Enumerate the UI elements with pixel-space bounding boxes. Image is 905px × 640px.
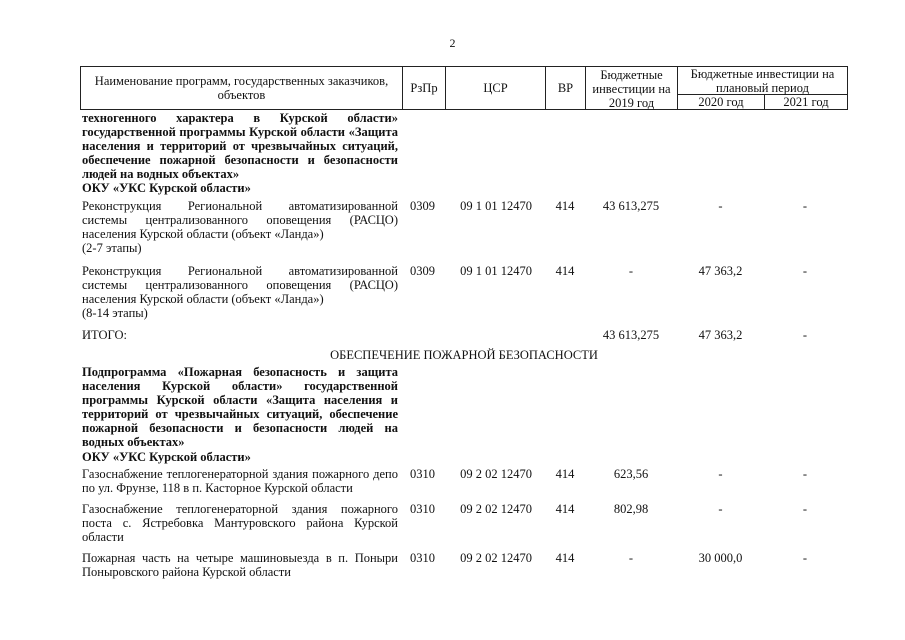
header-investments-2019: Бюджетные инвестиции на 2019 год [586,67,678,109]
page-number: 2 [449,36,456,50]
cell-rzpr: 0310 [410,551,435,565]
object-name-text: Реконструкция Региональной автоматизированной системы централизованного оповещения (РАСЦО) населения Курской области (объект «Ланда») [82,199,398,241]
table-header [80,66,848,110]
cell-investments-2019: - [628,264,634,278]
cell-vr: 414 [555,502,575,516]
cell-vr: 414 [555,264,575,278]
object-stages: (8-14 этапы) [82,306,148,320]
header-rzpr: РзПр [403,67,446,109]
cell-2020: - [718,502,723,516]
header-year-2021: 2021 год [783,95,829,109]
header-vr: ВР [546,67,586,109]
cell-vr: 414 [555,199,575,213]
object-name-text: Реконструкция Региональной автоматизированной системы централизованного оповещения (РАСЦО) населения Курской области (объект «Ланда») [82,264,398,306]
cell-2021: - [802,467,808,481]
cell-investments-2019: 43 613,275 [602,199,660,213]
cell-csr: 09 1 01 12470 [460,264,532,278]
cell-2021: - [802,502,808,516]
cell-2020: 30 000,0 [698,551,743,565]
cell-2020: 47 363,2 [698,264,743,278]
cell-rzpr: 0309 [410,199,435,213]
cell-csr: 09 1 01 12470 [460,199,532,213]
object-name [82,264,398,320]
cell-csr: 09 2 02 12470 [460,502,532,516]
cell-2020: - [718,199,723,213]
object-name: Пожарная часть на четыре машиновыезда в п. Поныри Поныровского района Курской области [82,551,398,579]
subprogram-title: Подпрограмма «Пожарная безопасность и защита населения Курской области» государственной программы Курской области «Защита населения и территорий от чрезвычайных ситуаций, обеспечение пожарной безопасности и безопасности людей на водных объектах» [82,365,398,449]
total-2020: 47 363,2 [698,328,743,342]
header-planned-period: Бюджетные инвестиции на плановый период [678,67,847,95]
object-name [82,199,398,255]
cell-2021: - [802,199,808,213]
cell-2020: - [718,467,723,481]
cell-investments-2019: 802,98 [613,502,649,516]
cell-2021: - [802,264,808,278]
section-title: ОБЕСПЕЧЕНИЕ ПОЖАРНОЙ БЕЗОПАСНОСТИ [330,348,598,362]
header-name: Наименование программ, государственных заказчиков, объектов [81,67,403,109]
cell-rzpr: 0309 [410,264,435,278]
object-name: Газоснабжение теплогенераторной здания пожарного депо по ул. Фрунзе, 118 в п. Касторное Курской области [82,467,398,495]
program-title: техногенного характера в Курской области» государственной программы Курской области «Защита населения и территорий от чрезвычайных ситуаций, обеспечение пожарной безопасности и безопасности людей на водных объектах» [82,111,398,181]
header-csr: ЦСР [446,67,546,109]
cell-investments-2019: - [628,551,634,565]
cell-investments-2019: 623,56 [613,467,649,481]
cell-vr: 414 [555,467,575,481]
header-year-2020: 2020 год [678,95,765,109]
cell-rzpr: 0310 [410,467,435,481]
object-name: Газоснабжение теплогенераторной здания пожарного поста с. Ястребовка Мантуровского района Курской области [82,502,398,544]
total-2021: - [802,328,808,342]
cell-vr: 414 [555,551,575,565]
total-label: ИТОГО: [82,328,127,342]
customer-name: ОКУ «УКС Курской области» [82,181,251,195]
cell-2021: - [802,551,808,565]
cell-rzpr: 0310 [410,502,435,516]
object-stages: (2-7 этапы) [82,241,142,255]
cell-csr: 09 2 02 12470 [460,551,532,565]
customer-name: ОКУ «УКС Курской области» [82,450,251,464]
total-2019: 43 613,275 [602,328,660,342]
cell-csr: 09 2 02 12470 [460,467,532,481]
